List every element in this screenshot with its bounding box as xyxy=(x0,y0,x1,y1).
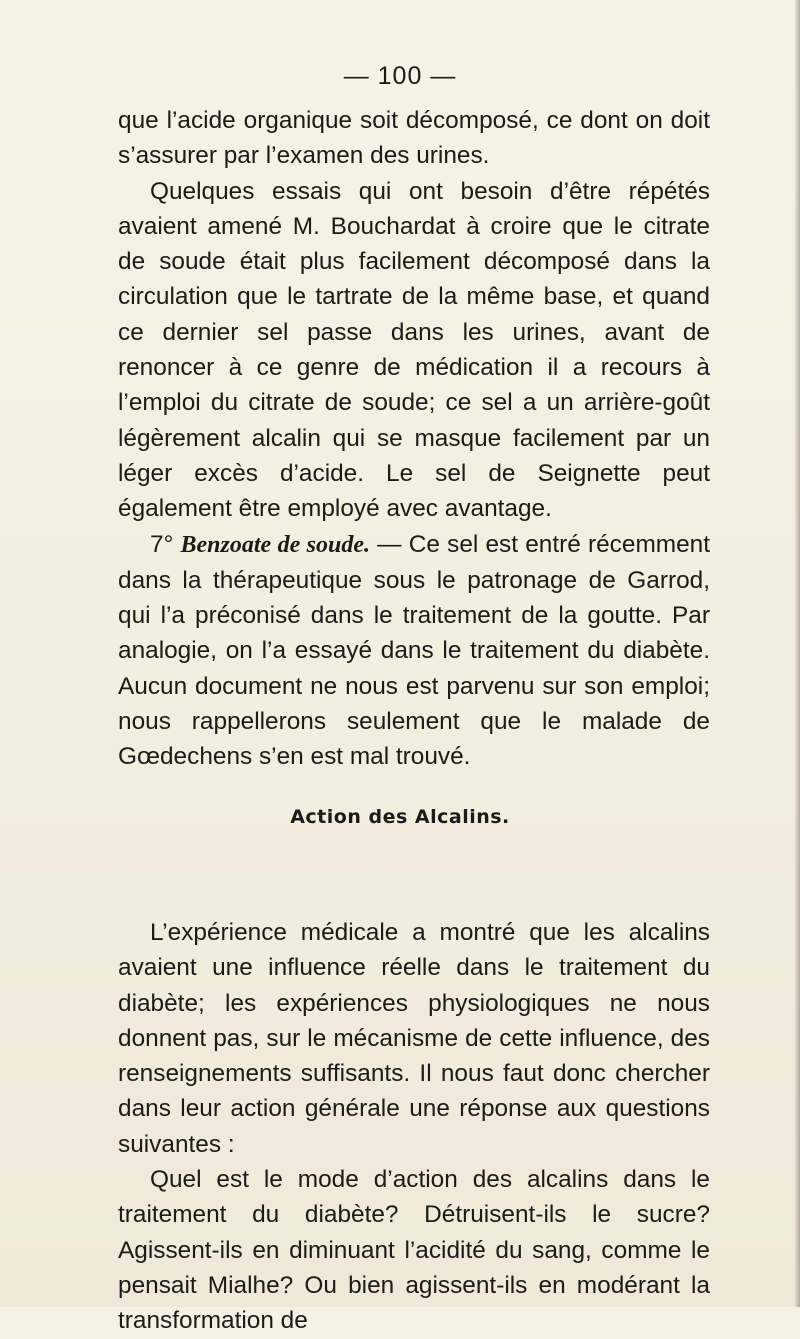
page-number: — 100 — xyxy=(343,62,457,90)
paragraph-bouchardat: Quelques essais qui ont besoin d’être répétés avaient amené M. Bouchardat à croire que le citrate de soude était plus facilement décomposé dans la circulation que le tartrate de la même base, et quand ce dernier sel passe dans les urines, avant de renoncer à ce genre de médication il a recours à l’emploi du citrate de soude; ce sel a un arrière-goût légèrement alcalin qui se masque facilement par un léger excès d’acide. Le sel de Seignette peut également être employé avec avantage. xyxy=(118,177,710,523)
item-title: Benzoate de soude. xyxy=(180,531,370,558)
page-edge-shadow xyxy=(794,0,800,1307)
section-heading: Action des Alcalins. xyxy=(290,806,510,828)
item-text: — Ce sel est entré récemment dans la thérapeutique sous le patronage de Garrod, qui l’a préconisé dans le traitement de la goutte. Par analogie, on l’a essayé dans le traitement du diabète. Aucun document ne nous est parvenu sur son emploi; nous rappellerons seulement que le malade de Gœdechens s’en est mal trouvé. xyxy=(118,530,710,771)
text-block-bottom xyxy=(118,915,710,1339)
paragraph-benzoate xyxy=(118,527,710,775)
item-number: 7° xyxy=(150,530,174,558)
paragraph-continuation: que l’acide organique soit décomposé, ce dont on doit s’assurer par l’examen des urines. xyxy=(118,107,710,170)
text-block-top xyxy=(118,103,710,775)
paragraph-questions: Quel est le mode d’action des alcalins dans le traitement du diabète? Détruisent-ils le sucre? Agissent-ils en diminuant l’acidité du sang, comme le pensait Mialhe? Ou bien agissent-ils en modérant la transformation de xyxy=(118,1166,710,1335)
paragraph-experience: L’expérience médicale a montré que les alcalins avaient une influence réelle dans le traitement du diabète; les expériences physiologiques ne nous donnent pas, sur le mécanisme de cette influence, des renseignements suffisants. Il nous faut donc chercher dans leur action générale une réponse aux questions suivantes : xyxy=(118,919,710,1158)
